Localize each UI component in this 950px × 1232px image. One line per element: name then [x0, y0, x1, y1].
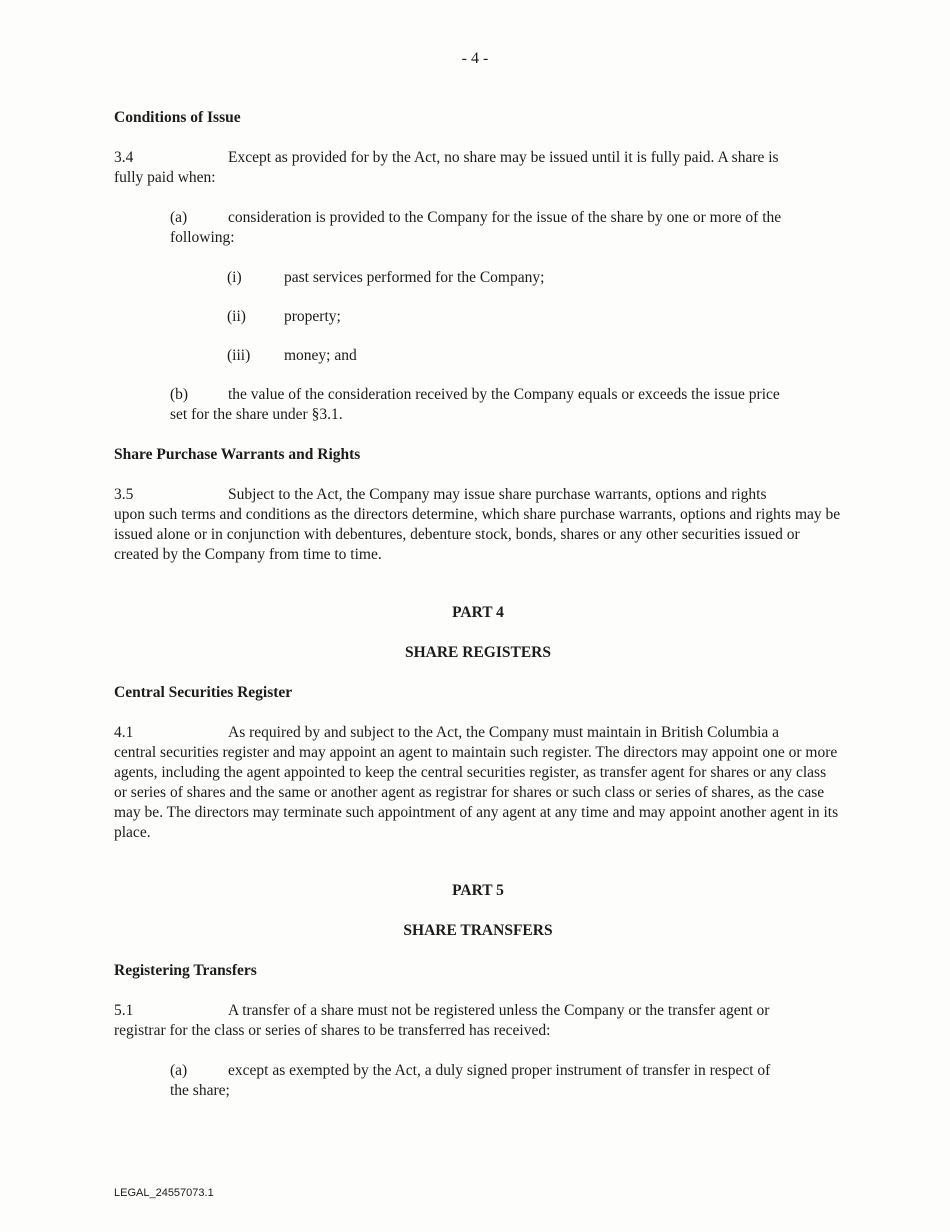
- part-5-label: PART 5: [452, 882, 504, 899]
- heading-central-securities-register: Central Securities Register: [114, 684, 293, 701]
- document-body: [114, 108, 842, 1121]
- clause-3-4-a-iii: [227, 346, 842, 366]
- clause-text: money; and: [284, 347, 357, 364]
- paragraph-rest: upon such terms and conditions as the directors determine, which share purchase warrants, options and rights may be issued alone or in conjunction with debentures, debenture stock, bonds, shares or any other securities issued or created by the Company from time to time.: [114, 506, 841, 563]
- paragraph-number: 5.1: [114, 1002, 134, 1019]
- clause-lead: the value of the consideration received by the Company equals or exceeds the issue price: [228, 386, 780, 403]
- paragraph-number: 3.4: [114, 149, 134, 166]
- part-5-title: SHARE TRANSFERS: [403, 922, 553, 939]
- clause-label: (a): [170, 1062, 188, 1079]
- paragraph-lead: A transfer of a share must not be registered unless the Company or the transfer agent or: [228, 1002, 770, 1019]
- paragraph-3-5: [114, 485, 842, 565]
- document-id-footer: LEGAL_24557073.1: [114, 1187, 214, 1199]
- clause-lead: consideration is provided to the Company for the issue of the share by one or more of the: [228, 209, 782, 226]
- paragraph-number: 3.5: [114, 486, 134, 503]
- clause-label: (ii): [227, 308, 246, 325]
- clause-3-4-a-i: [227, 268, 842, 288]
- heading-share-purchase-warrants: Share Purchase Warrants and Rights: [114, 446, 361, 463]
- clause-3-4-a: [170, 208, 842, 248]
- clause-rest: the share;: [170, 1082, 230, 1099]
- clause-label: (b): [170, 386, 189, 403]
- paragraph-4-1: [114, 723, 842, 843]
- clause-3-4-b: [170, 385, 842, 425]
- clause-rest: set for the share under §3.1.: [170, 406, 343, 423]
- paragraph-rest: registrar for the class or series of shares to be transferred has received:: [114, 1022, 551, 1039]
- part-4-title: SHARE REGISTERS: [404, 644, 551, 661]
- clause-label: (a): [170, 209, 188, 226]
- clause-5-1-a: [170, 1061, 842, 1101]
- heading-conditions-of-issue: Conditions of Issue: [114, 109, 241, 126]
- paragraph-lead: Subject to the Act, the Company may issue share purchase warrants, options and rights: [228, 486, 767, 503]
- clause-text: past services performed for the Company;: [284, 269, 545, 286]
- clause-label: (iii): [227, 347, 251, 364]
- paragraph-rest: central securities register and may appoint an agent to maintain such register. The directors may appoint one or more agents, including the agent appointed to keep the central securities register, as transfer agent for shares or any class or series of shares and the same or another agent as registrar for shares or such class or series of shares, as the case may be. The directors may terminate such appointment of any agent at any time and may appoint another agent in its place.: [114, 744, 839, 841]
- clause-rest: following:: [170, 229, 235, 246]
- clause-label: (i): [227, 269, 242, 286]
- clause-text: property;: [284, 308, 341, 325]
- paragraph-3-4: [114, 148, 842, 188]
- paragraph-5-1: [114, 1001, 842, 1041]
- clause-3-4-a-ii: [227, 307, 842, 327]
- paragraph-lead: Except as provided for by the Act, no share may be issued until it is fully paid. A share is: [228, 149, 779, 166]
- page-number: - 4 -: [461, 50, 489, 67]
- paragraph-lead: As required by and subject to the Act, the Company must maintain in British Columbia a: [228, 724, 780, 741]
- paragraph-rest: fully paid when:: [114, 169, 216, 186]
- heading-registering-transfers: Registering Transfers: [114, 962, 257, 979]
- part-4-label: PART 4: [452, 604, 504, 621]
- paragraph-number: 4.1: [114, 724, 134, 741]
- clause-lead: except as exempted by the Act, a duly signed proper instrument of transfer in respect of: [228, 1062, 771, 1079]
